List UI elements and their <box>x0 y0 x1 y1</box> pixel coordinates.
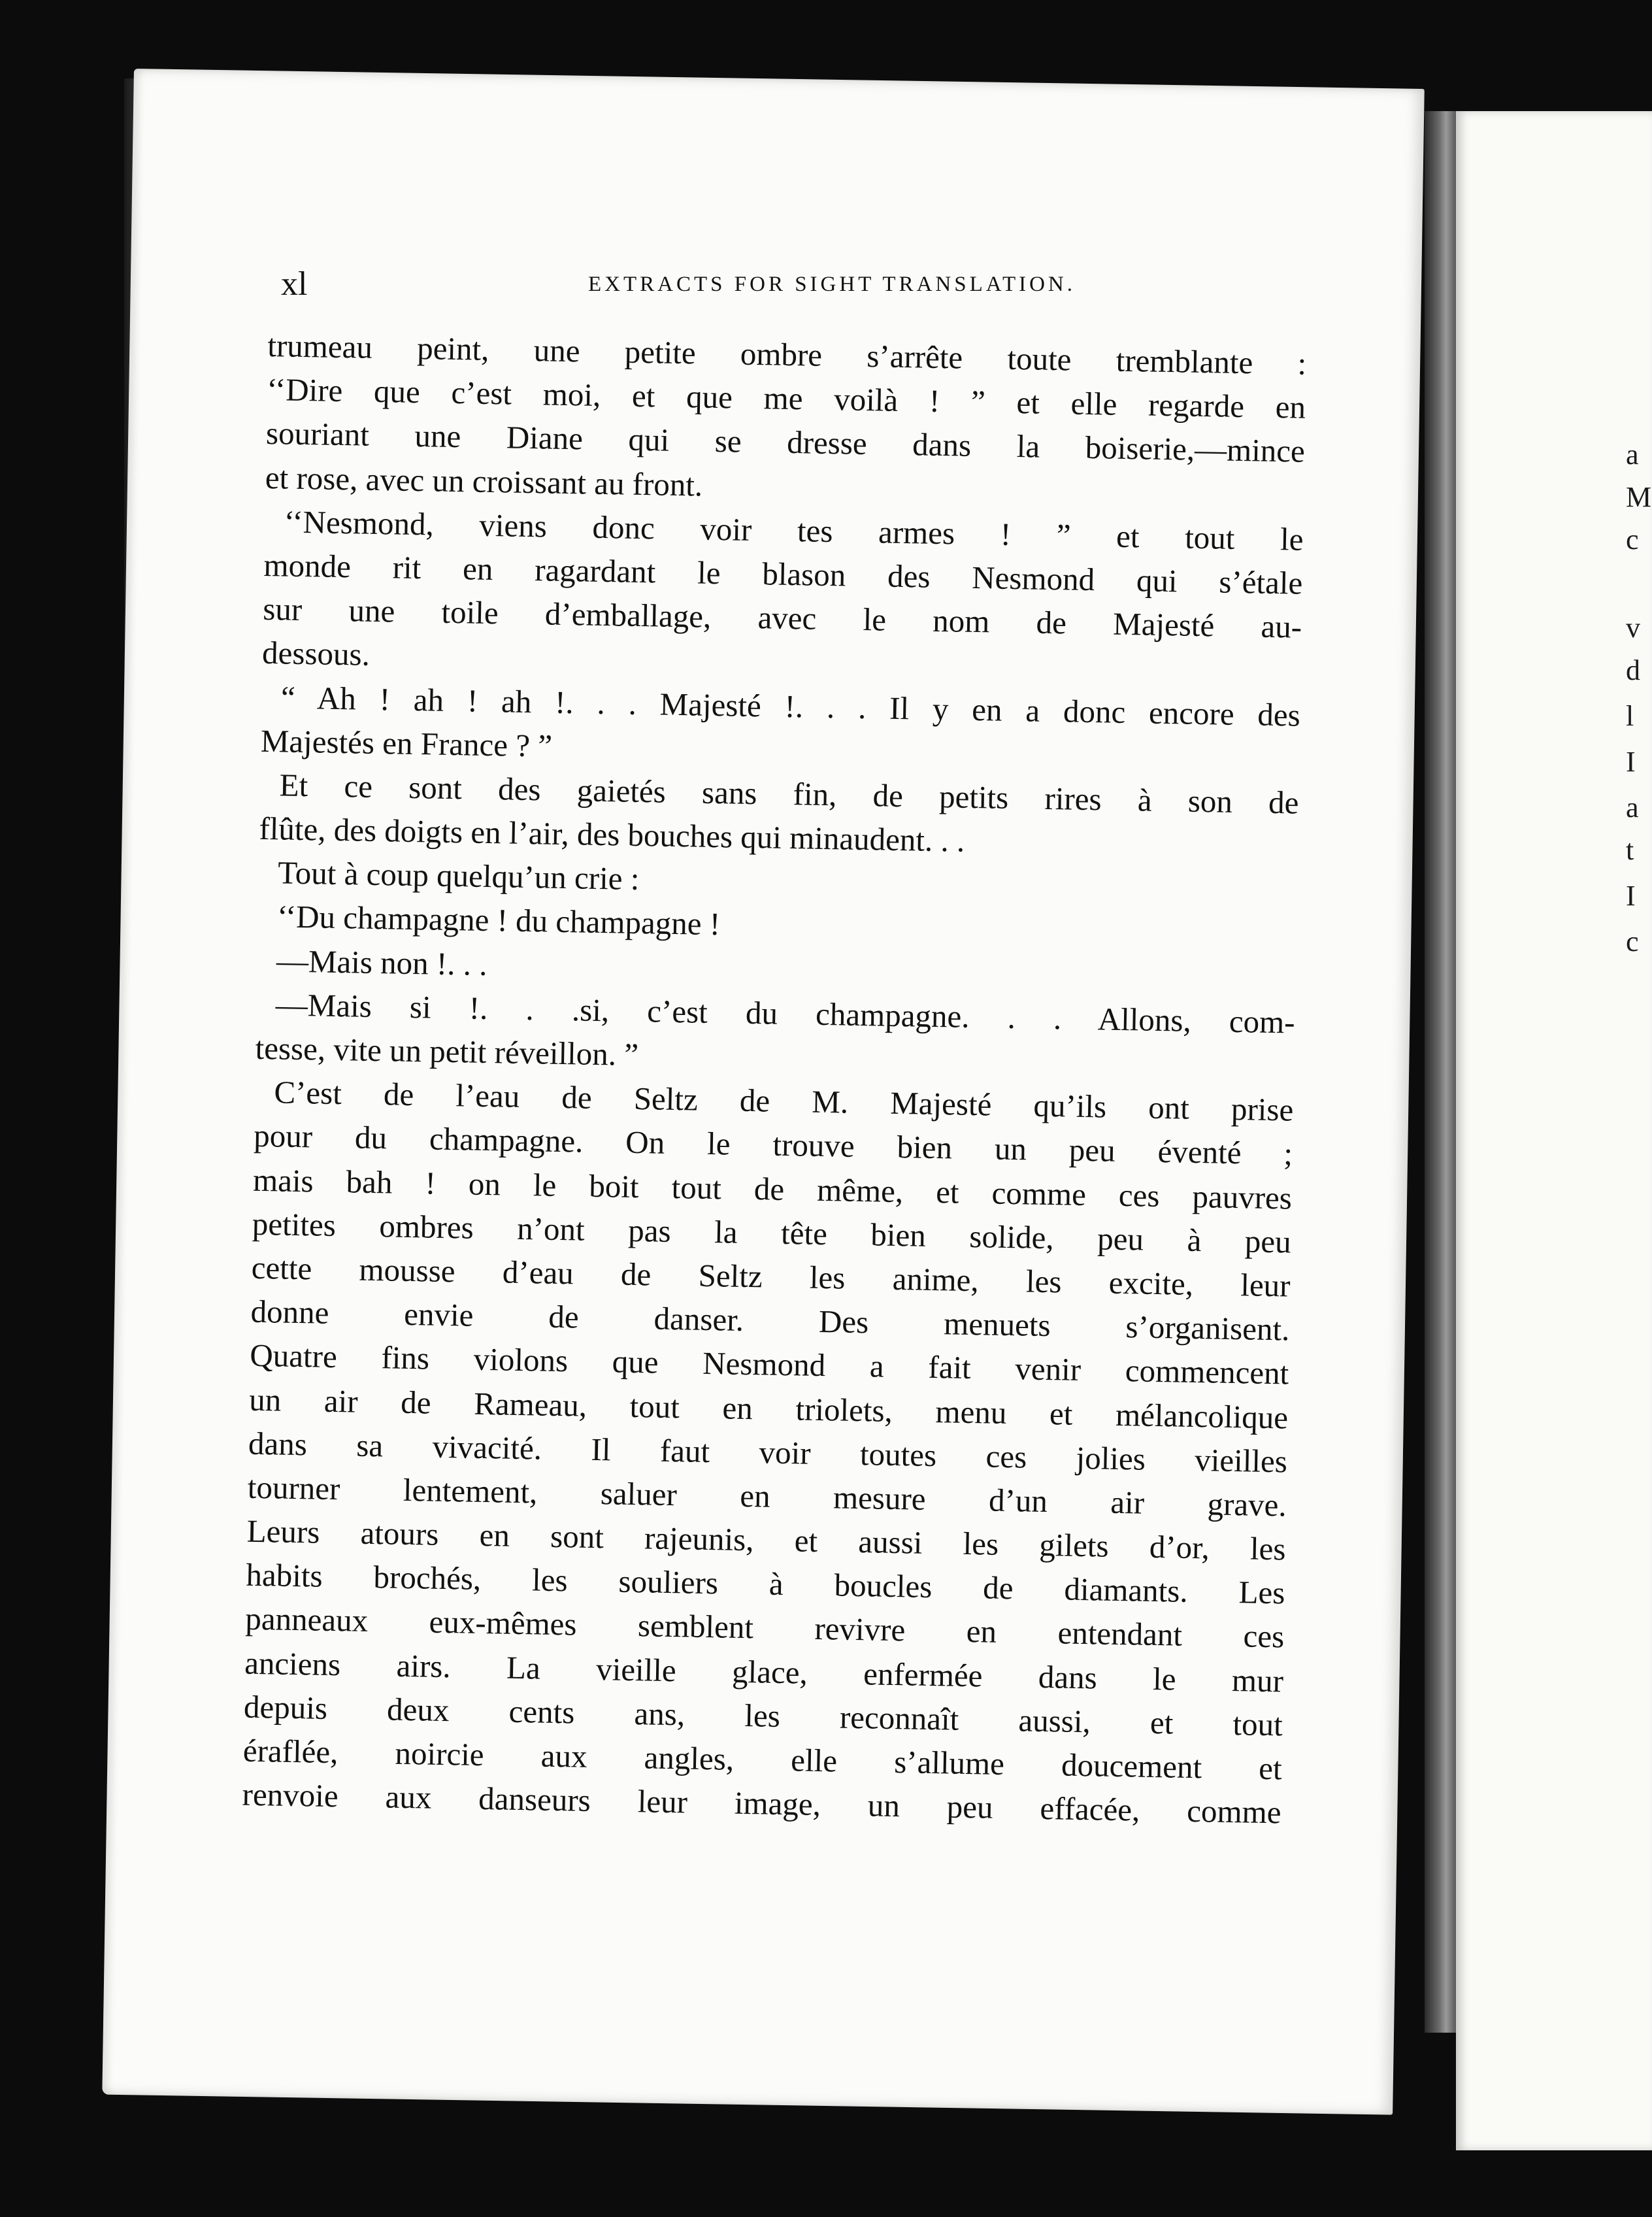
text-line: Leurs atours en sont rajeunis, et aussi les gilets d’or, les <box>246 1512 1286 1567</box>
text-line: —Mais si !. . .si, c’est du champagne. . . Allons, com- <box>275 986 1296 1041</box>
facing-page-fragment: I <box>1626 746 1636 778</box>
text-line: monde rit en ragardant le blason des Nesmond qui s’étale <box>263 546 1303 601</box>
text-line: anciens airs. La vieille glace, enfermée dans le mur <box>244 1644 1284 1699</box>
text-line: donne envie de danser. Des menuets s’organisent. <box>250 1293 1290 1348</box>
running-head: EXTRACTS FOR SIGHT TRANSLATION. <box>588 273 1076 296</box>
facing-page-fragment: I <box>1626 880 1636 912</box>
facing-page-fragment: c <box>1626 524 1639 556</box>
facing-page-fragment: t <box>1626 834 1634 866</box>
body-text <box>242 324 1307 1835</box>
text-line: Quatre fins violons que Nesmond a fait venir commencent <box>249 1337 1289 1392</box>
text-line: C’est de l’eau de Seltz de M. Majesté qu’ils ont prise <box>273 1074 1294 1128</box>
text-line: dessous. <box>261 635 371 673</box>
facing-page-fragment: l <box>1626 700 1634 732</box>
text-line: renvoie aux danseurs leur image, un peu effacée, comme <box>242 1776 1281 1831</box>
text-line: tesse, vite un petit réveillon. ” <box>255 1029 639 1073</box>
text-line: Tout à coup quelqu’un crie : <box>277 854 640 897</box>
facing-page-fragment: M <box>1626 481 1652 513</box>
facing-page-fragment: d <box>1626 654 1640 686</box>
text-line: mais bah ! on le boit tout de même, et comme ces pauvres <box>252 1161 1293 1216</box>
text-line: Et ce sont des gaietés sans fin, de petits rires à son de <box>279 767 1299 821</box>
text-line: panneaux eux-mêmes semblent revivre en entendant ces <box>244 1601 1285 1655</box>
text-line: “ Ah ! ah ! ah !. . . Majesté !. . . Il y en a donc encore des <box>280 678 1301 733</box>
text-line: —Mais non !. . . <box>276 942 488 982</box>
book-gutter <box>1425 111 1461 2033</box>
text-line: flûte, des doigts en l’air, des bouches qui minaudent. . . <box>259 810 965 859</box>
text-line: souriant une Diane qui se dresse dans la boiserie,—mince <box>265 415 1306 470</box>
text-line: ‘‘Dire que c’est moi, et que me voilà ! ” et elle regarde en <box>266 371 1306 425</box>
facing-page <box>1456 111 1652 2150</box>
text-line: sur une toile d’emballage, avec le nom de Majesté au- <box>262 591 1302 645</box>
facing-page-fragment: a <box>1626 439 1639 471</box>
facing-page-fragment: c <box>1626 925 1639 958</box>
text-line: pour du champagne. On le trouve bien un peu éventé ; <box>253 1118 1293 1172</box>
text-line: habits brochés, les souliers à boucles de diamants. Les <box>246 1556 1285 1611</box>
text-line: trumeau peint, une petite ombre s’arrête toute tremblante : <box>267 327 1307 382</box>
text-line: cette mousse d’eau de Seltz les anime, les excite, leur <box>251 1249 1291 1304</box>
text-line: petites ombres n’ont pas la tête bien solide, peu à peu <box>252 1205 1292 1260</box>
text-line: et rose, avec un croissant au front. <box>265 459 703 503</box>
text-line: depuis deux cents ans, les reconnaît aussi, et tout <box>243 1688 1283 1743</box>
page-header <box>274 258 1294 304</box>
text-line: dans sa vivacité. Il faut voir toutes ces jolies vieilles <box>248 1425 1288 1480</box>
page-number: xl <box>281 265 308 303</box>
text-line: Majestés en France ? ” <box>260 722 553 764</box>
facing-page-fragment: v <box>1626 612 1640 644</box>
facing-page-fragment: a <box>1626 792 1639 824</box>
text-line: tourner lentement, saluer en mesure d’un air grave. <box>247 1469 1287 1524</box>
text-line: ‘‘Nesmond, viens donc voir tes armes ! ” et tout le <box>284 503 1304 558</box>
text-line: un air de Rameau, tout en triolets, menu et mélancolique <box>248 1381 1289 1435</box>
text-line: ‘‘Du champagne ! du champagne ! <box>276 898 721 942</box>
text-line: éraflée, noircie aux angles, elle s’allume doucement et <box>242 1732 1283 1787</box>
